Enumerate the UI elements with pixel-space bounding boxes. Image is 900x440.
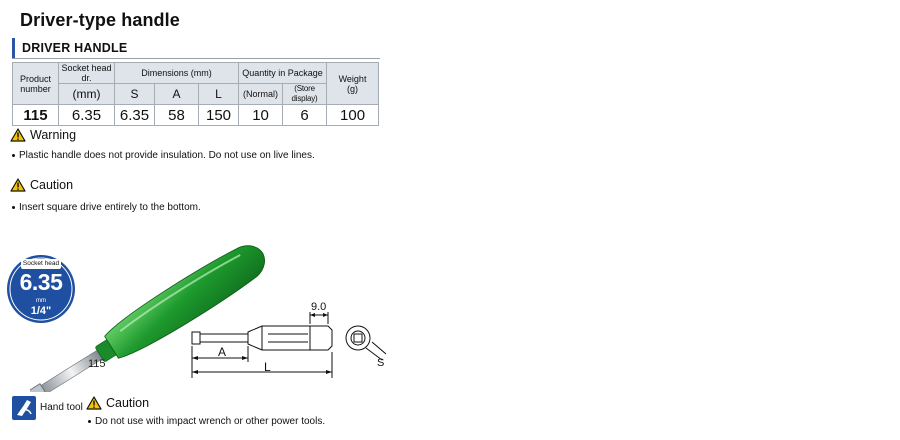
warning-text: Plastic handle does not provide insulation. Do not use on live lines. [19, 150, 315, 161]
caution-heading: Caution [30, 178, 74, 192]
badge-label: Socket head [22, 260, 60, 267]
table-subheader-row [13, 84, 379, 105]
badge-unit: mm [36, 298, 46, 304]
header-dimensions: Dimensions (mm) [115, 63, 239, 84]
caution-text-2: Do not use with impact wrench or other power tools. [95, 416, 326, 427]
bullet-icon [12, 206, 15, 209]
section-header [12, 38, 380, 58]
spec-table [12, 62, 379, 126]
dim-label-9: 9.0 [311, 301, 327, 313]
cell-product: 115 [13, 105, 59, 126]
warning-note [12, 150, 315, 161]
header-weight-label: Weight [338, 73, 367, 84]
header-socket-unit: (mm) [59, 84, 115, 105]
header-weight [327, 63, 379, 105]
header-qty-normal: (Normal) [239, 84, 283, 105]
dim-label-a: A [218, 345, 227, 359]
dim-label-s: S [377, 357, 385, 369]
header-quantity: Quantity in Package [239, 63, 327, 84]
header-weight-unit: (g) [347, 83, 359, 94]
header-dim-s: S [115, 84, 155, 105]
caution-heading-row-2 [86, 396, 149, 410]
hand-tool-icon [12, 396, 36, 420]
header-product: Product number [13, 63, 59, 105]
section-accent-bar [12, 38, 15, 58]
photo-caption: 115 [88, 358, 106, 370]
socket-size-badge [6, 254, 76, 324]
cell-l: 150 [199, 105, 239, 126]
warning-heading-row [10, 128, 76, 142]
header-dim-a: A [155, 84, 199, 105]
section-rule [12, 58, 380, 59]
bullet-icon [12, 154, 15, 157]
caution-heading-row [10, 178, 73, 192]
page-title: Driver-type handle [20, 10, 180, 30]
table-row [13, 105, 379, 126]
caution-text: Insert square drive entirely to the bottom. [19, 202, 201, 213]
hand-tool-label: Hand tool [40, 402, 83, 413]
dimension-drawing [190, 296, 400, 382]
cell-a: 58 [155, 105, 199, 126]
caution-icon [86, 396, 102, 410]
caution-note-2 [88, 416, 325, 427]
dim-label-l: L [264, 360, 271, 374]
section-title: DRIVER HANDLE [22, 41, 128, 55]
table-header-row [13, 63, 379, 84]
header-dim-l: L [199, 84, 239, 105]
cell-weight: 100 [327, 105, 379, 126]
header-socket-head: Socket head dr. [59, 63, 115, 84]
cell-store: 6 [283, 105, 327, 126]
caution-icon [10, 178, 26, 192]
badge-fraction: 1/4" [30, 305, 52, 317]
cell-normal: 10 [239, 105, 283, 126]
caution-note [12, 202, 201, 213]
cell-s: 6.35 [115, 105, 155, 126]
warning-heading: Warning [30, 128, 77, 142]
header-qty-store: (Store display) [283, 84, 327, 105]
warning-icon [10, 128, 26, 142]
bullet-icon [88, 420, 91, 423]
cell-socket: 6.35 [59, 105, 115, 126]
caution-heading-2: Caution [106, 396, 150, 410]
badge-size: 6.35 [19, 269, 63, 295]
